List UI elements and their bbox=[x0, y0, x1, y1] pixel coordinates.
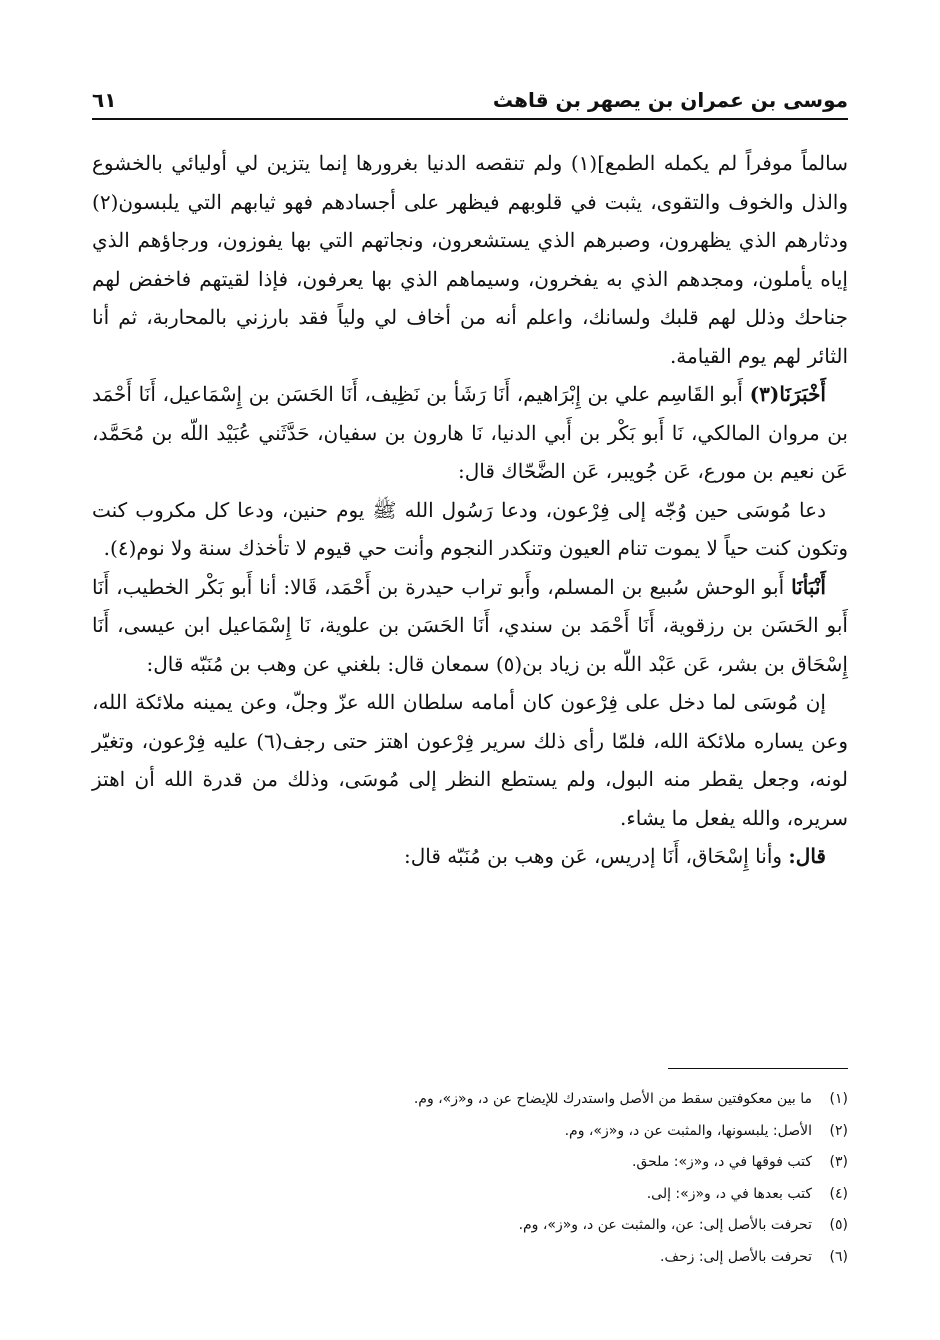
paragraph-4-text: أَبو الوحش سُبيع بن المسلم، وأَبو تراب حيدرة بن أَحْمَد، قَالا: أنا أَبو بَكْر الخطيب، أَنَا أَبو الحَسَن بن رزقوية، أَنَا أَحْمَد بن سندي، أَنَا الحَسَن بن علوية، نَا إِسْمَاعيل ابن عيسى، أَنَا إِسْحَاق بن بشر، عَن عَبْد اللّه بن زياد بن(٥) سمعان قال: بلغني عن وهب بن مُنَبّه قال: bbox=[92, 574, 848, 676]
footnote-1 bbox=[92, 1084, 848, 1116]
footnote-number: (٥) bbox=[829, 1217, 848, 1233]
footnote-number: (٢) bbox=[829, 1122, 848, 1139]
footnote-text: ما بين معكوفتين سقط من الأصل واستدرك للإيضاح عن د، و«ز»، وم. bbox=[413, 1091, 812, 1107]
main-text bbox=[92, 144, 848, 876]
paragraph-2-lead: أَخْبَرَنَا(٣) bbox=[749, 382, 826, 406]
paragraph-6 bbox=[92, 837, 848, 876]
paragraph-2 bbox=[92, 375, 848, 491]
paragraph-1: سالماً موفراً لم يكمله الطمع](١) ولم تنقصه الدنيا بغرورها إنما يتزين لي أوليائي بالخشوع والذل والخوف والتقوى، يثبت في قلوبهم فيظهر على أجسادهم فهو ثيابهم التي يلبسون(٢) ودثارهم الذي يظهرون، وصبرهم الذي يستشعرون، ونجاتهم التي بها يفوزون، ورجاؤهم الذي إياه يأملون، ومجدهم الذي به يفخرون، وسيماهم الذي بها يعرفون، فإذا لقيتهم فاخفض لهم جناحك وذلل لهم قلبك ولسانك، واعلم أنه من أخاف لي ولياً فقد بارزني بالمحاربة، ثم أنا الثائر لهم يوم القيامة. bbox=[92, 151, 848, 368]
footnote-3 bbox=[92, 1147, 848, 1179]
paragraph-5: إن مُوسَى لما دخل على فِرْعون كان أمامه سلطان الله عزّ وجلّ، وعن يمينه ملائكة الله، وعن يساره ملائكة الله، فلمّا رأى ذلك سرير فِرْعون اهتز حتى رجف(٦) عليه فِرْعون، وتغيّر لونه، وجعل يقطر منه البول، ولم يستطع النظر إلى مُوسَى، وذلك من قدرة الله أن اهتز سريره، والله يفعل ما يشاء. bbox=[92, 690, 848, 830]
running-title: موسى بن عمران بن يصهر بن قاهث bbox=[492, 88, 848, 112]
page-number: ٦١ bbox=[92, 88, 117, 112]
footnote-number: (٣) bbox=[829, 1154, 848, 1170]
footnote-text: تحرفت بالأصل إلى: زحف. bbox=[660, 1248, 812, 1265]
footnote-number: (٤) bbox=[829, 1185, 848, 1202]
header-rule bbox=[92, 118, 848, 120]
paragraph-6-text: وأنا إِسْحَاق، أَنَا إدريس، عَن وهب بن مُنَبّه قال: bbox=[403, 844, 789, 868]
paragraph-3: دعا مُوسَى حين وُجّه إلى فِرْعون، ودعا رَسُول الله ﷺ يوم حنين، ودعا كل مكروب كنت وتكون كنت حياً لا يموت تنام العيون وتنكدر النجوم وأنت حي قيوم لا تأخذك سنة ولا نوم(٤). bbox=[92, 497, 848, 560]
footnotes bbox=[92, 1084, 848, 1273]
footnote-number: (٦) bbox=[829, 1248, 848, 1265]
footnote-6 bbox=[92, 1242, 848, 1274]
footnote-number: (١) bbox=[829, 1091, 848, 1107]
footnote-separator bbox=[668, 1068, 848, 1069]
paragraph-6-lead: قال: bbox=[788, 844, 826, 868]
paragraph-4 bbox=[92, 568, 848, 684]
footnote-text: الأصل: يلبسونها، والمثبت عن د، و«ز»، وم. bbox=[564, 1122, 812, 1139]
footnote-4 bbox=[92, 1179, 848, 1211]
footnote-text: تحرفت بالأصل إلى: عن، والمثبت عن د، و«ز»، وم. bbox=[518, 1217, 812, 1233]
footnote-2 bbox=[92, 1116, 848, 1148]
footnote-text: كتب بعدها في د، و«ز»: إلى. bbox=[646, 1185, 812, 1202]
paragraph-4-lead: أَنْبَأنَا bbox=[791, 574, 826, 599]
footnote-5 bbox=[92, 1210, 848, 1242]
footnote-text: كتب فوقها في د، و«ز»: ملحق. bbox=[631, 1154, 812, 1170]
paragraph-2-text: أَبو القَاسِم علي بن إِبْرَاهيم، أَنَا رَشَأ بن نَظِيف، أَنَا الحَسَن بن إِسْمَاعيل، أَنَا أَحْمَد بن مروان المالكي، نَا أَبو بَكْر بن أَبي الدنيا، نَا هارون بن سفيان، حَدَّثَني عُبَيْد اللّه بن مُحَمَّد، عَن نعيم بن مورع، عَن جُويبر، عَن الضَّحّاك قال: bbox=[92, 382, 848, 483]
page-header bbox=[92, 78, 848, 112]
